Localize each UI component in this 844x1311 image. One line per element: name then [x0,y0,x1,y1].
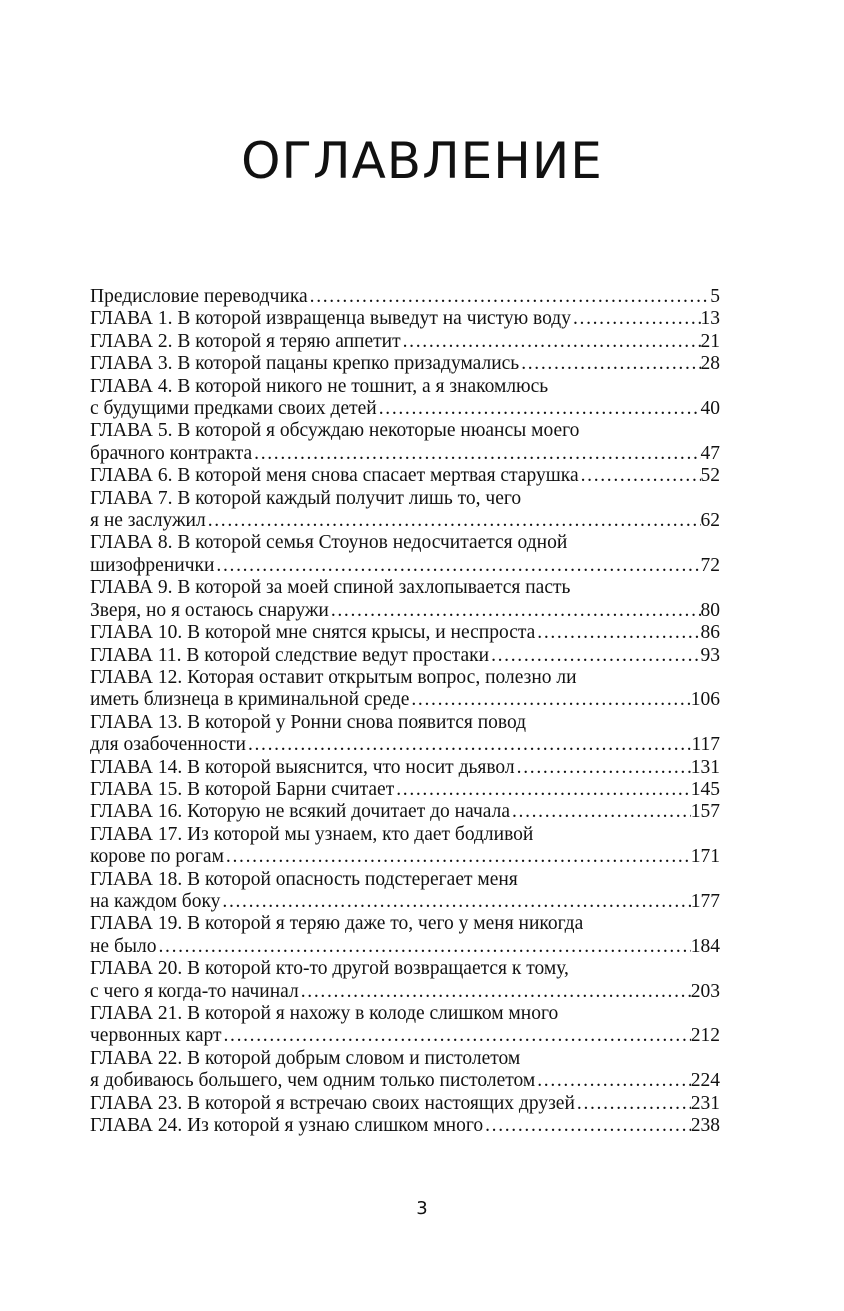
toc-entry-title-line: ГЛАВА 13. В которой у Ронни снова появится повод [90,711,527,733]
dot-leader [409,689,690,711]
toc-entry-page-number: 117 [691,734,720,756]
dot-leader [220,891,690,913]
toc-entry-row [90,510,720,532]
toc-entry-row [90,1093,720,1115]
toc-entry-title-line: ГЛАВА 6. В которой меня снова спасает мертвая старушка [90,465,579,487]
dot-leader [206,510,701,532]
toc-entry-row [90,936,720,958]
toc-entry [90,712,720,757]
toc-entry-row [90,308,720,330]
toc-entry-title-line: ГЛАВА 9. В которой за моей спиной захлопывается пасть [90,577,571,599]
toc-entry-title-line: ГЛАВА 2. В которой я теряю аппетит [90,330,401,352]
toc-entry-title-line: брачного контракта [90,442,253,464]
toc-entry-page-number: 28 [700,353,720,375]
toc-entry-row [90,801,720,823]
toc-entry-row [90,1025,720,1047]
toc-entry [90,577,720,622]
toc-entry [90,869,720,914]
toc-entry-row [90,757,720,779]
dot-leader [246,734,692,756]
toc-entry-title-line: ГЛАВА 22. В которой добрым словом и пистолетом [90,1047,521,1069]
toc-entry-title-line: ГЛАВА 4. В которой никого не тошнит, а я знакомлюсь [90,375,549,397]
toc-entry [90,667,720,712]
toc-entry-title-line: иметь близнеца в криминальной среде [90,689,410,711]
toc-entry [90,622,720,644]
toc-entry-title-line: с будущими предками своих детей [90,398,377,420]
toc-entry [90,420,720,465]
toc-entry [90,779,720,801]
toc-entry-page-number: 80 [700,599,720,621]
page-title: ОГЛАВЛЕНИЕ [241,132,603,190]
toc-entry-title-line: ГЛАВА 10. В которой мне снятся крысы, и неспроста [90,622,536,644]
toc-entry [90,913,720,958]
toc-entry [90,1003,720,1048]
toc-entry-page-number: 157 [690,801,720,823]
toc-entry-row [90,846,720,868]
toc-entry-page-number: 177 [690,890,720,912]
toc-entry-row [90,891,720,913]
toc-entry-row [90,555,720,577]
toc-entry-title-line: ГЛАВА 5. В которой я обсуждаю некоторые нюансы моего [90,420,580,442]
toc-entry-page-number: 5 [710,286,720,307]
toc-entry-row [90,689,720,711]
toc-entry [90,286,720,308]
dot-leader [535,1070,691,1092]
toc-entry-title-line: ГЛАВА 3. В которой пацаны крепко призадумались [90,353,520,375]
toc-entry-page-number: 171 [690,846,720,868]
toc-entry [90,376,720,421]
toc-entry [90,331,720,353]
toc-entry-title-line: ГЛАВА 18. В которой опасность подстерегает меня [90,868,518,890]
toc-entry-row [90,600,720,622]
dot-leader [483,1115,691,1137]
dot-leader [535,622,700,644]
toc-entry-row [90,1070,720,1092]
dot-leader [224,846,691,868]
toc-entry-page-number: 40 [700,398,720,420]
toc-entry [90,1048,720,1093]
toc-entry-title-line: ГЛАВА 8. В которой семья Стоунов недосчитается одной [90,532,568,554]
toc-entry-title-line: ГЛАВА 1. В которой извращенца выведут на чистую воду [90,308,571,330]
toc-entry [90,308,720,330]
toc-entry [90,1115,720,1137]
toc-entry-page-number: 62 [700,510,720,532]
toc-entry-title-line: шизофренички [90,554,215,576]
toc-entry-title-line: ГЛАВА 15. В которой Барни считает [90,778,395,800]
toc-entry-title-line: на каждом боку [90,890,221,912]
dot-leader [377,398,701,420]
toc-entry-page-number: 238 [690,1115,720,1137]
toc-entry-page-number: 93 [700,644,720,666]
toc-entry-title-line: Зверя, но я остаюсь снаружи [90,599,329,621]
toc-entry-title-line: ГЛАВА 16. Которую не всякий дочитает до начала [90,801,510,823]
toc-entry-page-number: 21 [700,330,720,352]
toc-entry-row [90,465,720,487]
page-number: 3 [416,1198,428,1219]
toc-entry-title-line: не было [90,935,157,957]
toc-entry-row [90,353,720,375]
toc-entry [90,1093,720,1115]
toc-entry-row [90,398,720,420]
dot-leader [489,645,700,667]
toc-entry-page-number: 231 [690,1092,720,1114]
toc-entry-title-line: червонных карт [90,1025,222,1047]
toc-entry [90,801,720,823]
dot-leader [571,308,701,330]
toc-entry-page-number: 224 [690,1070,720,1092]
toc-entry-title-line: корове по рогам [90,846,224,868]
toc-entry [90,488,720,533]
dot-leader [299,981,691,1003]
toc-entry-title-line: ГЛАВА 17. Из которой мы узнаем, кто дает бодливой [90,823,534,845]
toc-entry-row [90,1115,720,1137]
toc-entry-title-line: для озабоченности [90,734,246,756]
dot-leader [156,936,690,958]
toc-entry-page-number: 145 [690,778,720,800]
toc-entry-page-number: 106 [690,689,720,711]
toc-entry-row [90,443,720,465]
table-of-contents [90,286,720,1137]
toc-entry-page-number: 184 [690,935,720,957]
toc-entry [90,958,720,1003]
dot-leader [214,555,700,577]
toc-entry-row [90,734,720,756]
toc-entry-title-line: ГЛАВА 20. В которой кто-то другой возвращается к тому, [90,958,569,980]
dot-leader [329,600,701,622]
toc-entry-row [90,981,720,1003]
toc-entry-page-number: 52 [700,465,720,487]
toc-entry-title-line: ГЛАВА 24. Из которой я узнаю слишком много [90,1115,484,1137]
dot-leader [575,1093,691,1115]
toc-entry [90,645,720,667]
toc-entry-page-number: 13 [700,308,720,330]
toc-entry [90,824,720,869]
toc-entry-title-line: ГЛАВА 12. Которая оставит открытым вопрос, полезно ли [90,666,577,688]
toc-entry-title-line: я добиваюсь большего, чем одним только пистолетом [90,1070,536,1092]
toc-entry-page-number: 47 [700,442,720,464]
dot-leader [401,331,701,353]
toc-entry-title-line: ГЛАВА 14. В которой выяснится, что носит дьявол [90,756,515,778]
toc-entry [90,465,720,487]
toc-entry-title-line: ГЛАВА 23. В которой я встречаю своих настоящих друзей [90,1092,575,1114]
dot-leader [221,1025,690,1047]
toc-entry [90,757,720,779]
toc-entry-page-number: 72 [700,554,720,576]
toc-entry-title-line: ГЛАВА 19. В которой я теряю даже то, чего у меня никогда [90,913,584,935]
toc-entry-page-number: 212 [690,1025,720,1047]
dot-leader [510,801,691,823]
toc-entry-row [90,645,720,667]
dot-leader [515,757,691,779]
toc-entry-page-number: 131 [690,756,720,778]
toc-entry-title-line: ГЛАВА 11. В которой следствие ведут простаки [90,644,490,666]
dot-leader [579,465,701,487]
toc-entry-page-number: 86 [700,622,720,644]
toc-entry-title-line: я не заслужил [90,510,206,532]
toc-entry [90,353,720,375]
toc-entry-row [90,779,720,801]
dot-leader [519,353,700,375]
toc-entry-row [90,331,720,353]
dot-leader [308,286,711,308]
toc-entry-page-number: 203 [690,980,720,1002]
toc-entry-title-line: ГЛАВА 21. В которой я нахожу в колоде слишком много [90,1003,559,1024]
toc-entry-row [90,286,720,308]
toc-entry-title-line: ГЛАВА 7. В которой каждый получит лишь то, чего [90,487,522,509]
toc-entry-title-line: с чего я когда-то начинал [90,980,299,1002]
dot-leader [252,443,700,465]
toc-entry-title-line: Предисловие переводчика [90,286,308,307]
toc-entry [90,532,720,577]
toc-entry-row [90,622,720,644]
dot-leader [394,779,691,801]
